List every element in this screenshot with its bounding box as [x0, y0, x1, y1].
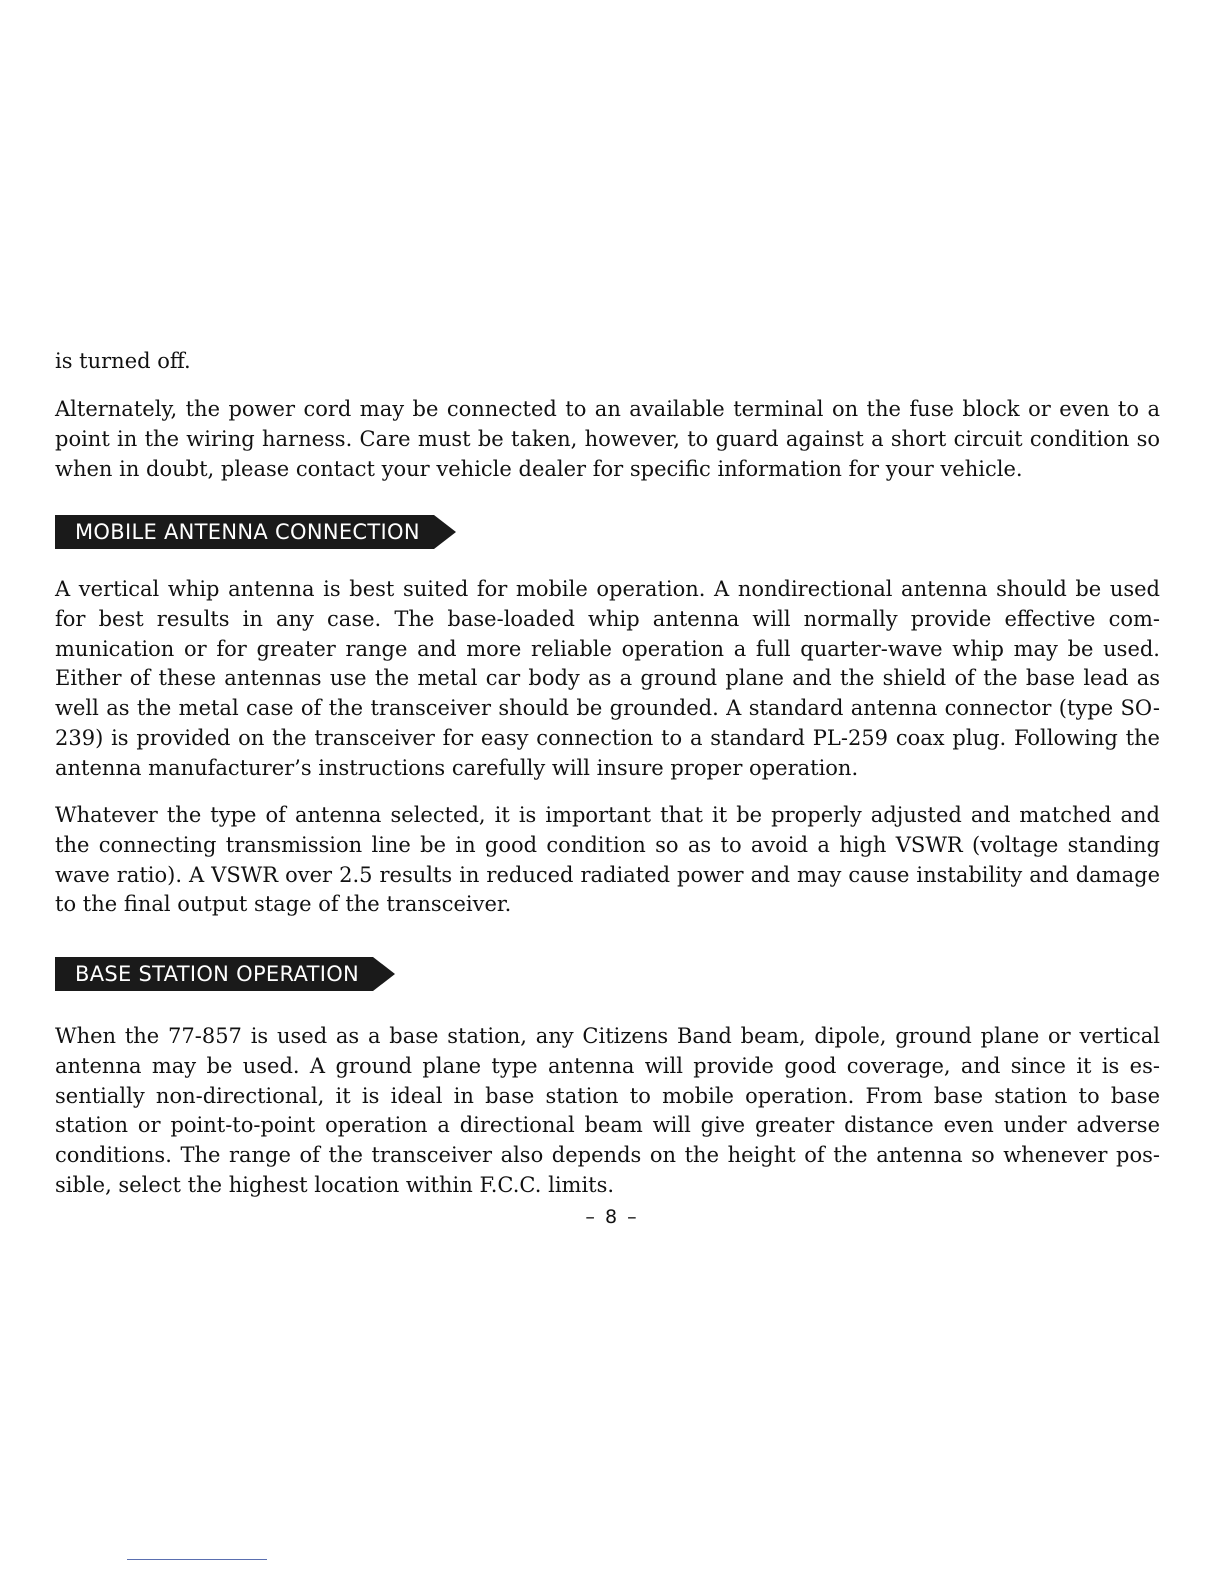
- section-heading-mobile-antenna: [55, 515, 456, 549]
- paragraph-turned-off: is turned off.: [55, 349, 191, 373]
- paragraph-vertical-whip-antenna: A vertical whip antenna is best suited for mobile operation. A nondirectional antenna should be used for best results in any case. The base-loaded whip antenna will normally provide effective communication or for greater range and more reliable operation a full quarter-wave whip may be used. Either of these antennas use the metal car body as a ground plane and the shield of the base lead as well as the metal case of the transceiver should be grounded. A standard antenna connector (type SO-239) is provided on the transceiver for easy connection to a standard PL-259 coax plug. Following the antenna manufacturer’s instructions carefully will insure proper operation.: [55, 577, 1160, 780]
- section-heading-base-station: [55, 957, 395, 991]
- paragraph-base-station-operation: When the 77-857 is used as a base station, any Citizens Band beam, dipole, ground plane or vertical antenna may be used. A ground plane type antenna will provide good coverage, and since it is essentially non-directional, it is ideal in base station to mobile operation. From base station to base station or point-to-point operation a directional beam will give greater distance even under adverse conditions. The range of the transceiver also depends on the height of the antenna so whenever possible, select the highest location within F.C.C. limits.: [55, 1024, 1160, 1197]
- bottom-rule: [127, 1559, 267, 1560]
- arrow-right-icon: [434, 515, 456, 549]
- section-heading-label: MOBILE ANTENNA CONNECTION: [55, 515, 434, 549]
- arrow-right-icon: [373, 957, 395, 991]
- page-number: – 8 –: [585, 1206, 639, 1228]
- paragraph-vswr: Whatever the type of antenna selected, it is important that it be properly adjusted and matched and the connecting transmission line be in good condition so as to avoid a high VSWR (voltage standing wave ratio). A VSWR over 2.5 results in reduced radiated power and may cause instability and damage to the final output stage of the transceiver.: [55, 803, 1160, 917]
- paragraph-power-cord-alternate: Alternately, the power cord may be connected to an available terminal on the fuse block or even to a point in the wiring harness. Care must be taken, however, to guard against a short circuit condition so when in doubt, please contact your vehicle dealer for specific information for your vehicle.: [55, 397, 1160, 481]
- section-heading-label: BASE STATION OPERATION: [55, 957, 373, 991]
